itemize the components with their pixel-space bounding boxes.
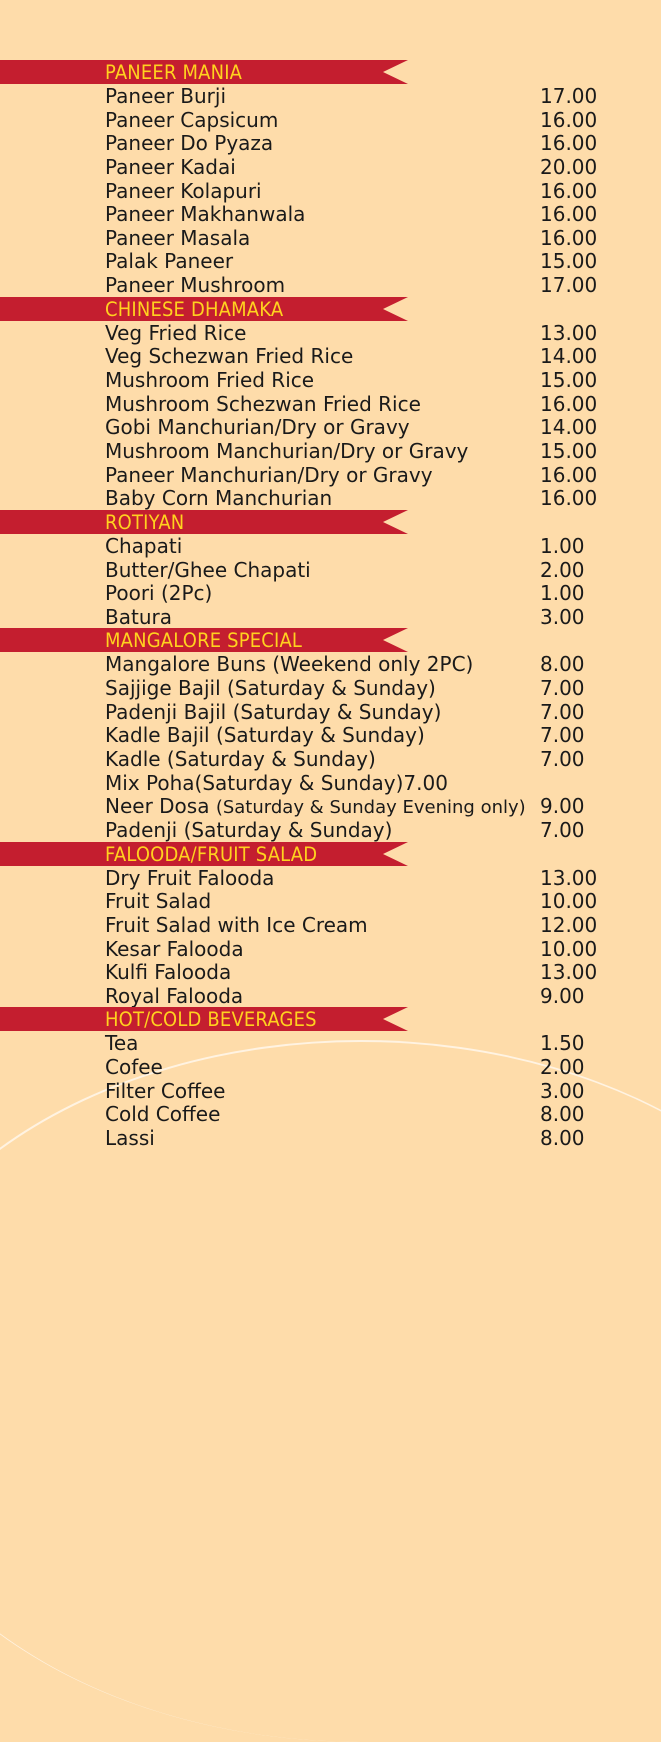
- item-price: 16.00: [540, 178, 598, 203]
- section-banner: [0, 842, 408, 866]
- item-name-text: Paneer Makhanwala: [105, 202, 306, 227]
- item-name: [105, 960, 231, 984]
- item-price: 7.00: [540, 747, 585, 772]
- item-name: [105, 179, 262, 203]
- item-name: [105, 273, 285, 297]
- section-title: MANGALORE SPECIAL: [105, 629, 303, 653]
- item-name: [105, 439, 468, 463]
- menu-item: [0, 368, 661, 392]
- item-price: 12.00: [540, 912, 598, 937]
- menu-item: [0, 179, 661, 203]
- menu-item: [0, 1031, 661, 1055]
- item-name-text: Cold Coffee: [105, 1102, 221, 1127]
- item-name-text: Mushroom Fried Rice: [105, 368, 315, 393]
- item-name-text: Sajjige Bajil (Saturday & Sunday): [105, 676, 436, 701]
- menu-item: [0, 1079, 661, 1103]
- item-name-text: Kadle (Saturday & Sunday): [105, 747, 376, 772]
- section-title: ROTIYAN: [105, 510, 185, 534]
- item-price: 1.50: [540, 1031, 585, 1056]
- item-price: 8.00: [540, 652, 585, 677]
- item-name: [105, 463, 433, 487]
- menu-item: [0, 1126, 661, 1150]
- menu-item: [0, 392, 661, 416]
- item-price: 16.00: [540, 107, 598, 132]
- item-name: [105, 984, 243, 1008]
- menu-item: [0, 794, 661, 818]
- item-name: [105, 486, 332, 510]
- item-name-text: Paneer Capsicum: [105, 107, 279, 132]
- menu-item: [0, 818, 661, 842]
- item-name: [105, 84, 226, 108]
- item-name-text: Palak Paneer: [105, 249, 234, 274]
- item-name-text: Tea: [105, 1031, 139, 1056]
- item-name: [105, 344, 353, 368]
- item-name-text: Poori (2Pc): [105, 581, 213, 606]
- item-note: (Saturday & Sunday Evening only): [215, 797, 526, 819]
- item-price: 15.00: [540, 249, 598, 274]
- item-price: 3.00: [540, 604, 585, 629]
- item-name-text: Filter Coffee: [105, 1078, 226, 1103]
- item-price: 2.00: [540, 1055, 585, 1080]
- item-name: [105, 1055, 163, 1079]
- menu-item: [0, 486, 661, 510]
- menu-item: [0, 202, 661, 226]
- menu-section-rotiyan: [0, 510, 661, 629]
- menu-item: [0, 771, 661, 795]
- item-price: 16.00: [540, 462, 598, 487]
- item-name-text: Fruit Salad with Ice Cream: [105, 912, 368, 937]
- item-name: [105, 415, 410, 439]
- item-name: [105, 249, 233, 273]
- item-name-text: Baby Corn Manchurian: [105, 486, 333, 511]
- item-name: [105, 771, 448, 795]
- item-name: [105, 202, 305, 226]
- item-price: 7.00: [540, 676, 585, 701]
- item-name: [105, 1031, 138, 1055]
- menu-section-falooda-fruit-salad: [0, 842, 661, 1008]
- item-name: [105, 534, 182, 558]
- item-name: [105, 368, 314, 392]
- item-price: 13.00: [540, 960, 598, 985]
- menu-item: [0, 605, 661, 629]
- item-name-text: Kadle Bajil (Saturday & Sunday): [105, 723, 425, 748]
- item-name: [105, 321, 246, 345]
- item-name-text: Kesar Falooda: [105, 936, 244, 961]
- item-price: 14.00: [540, 415, 598, 440]
- item-name: [105, 794, 526, 820]
- menu-item: [0, 273, 661, 297]
- section-title: HOT/COLD BEVERAGES: [105, 1008, 317, 1032]
- menu-item: [0, 700, 661, 724]
- item-price: 7.00: [540, 723, 585, 748]
- menu-item: [0, 1102, 661, 1126]
- menu-item: [0, 1055, 661, 1079]
- section-banner: [0, 1007, 408, 1031]
- item-price: 15.00: [540, 368, 598, 393]
- menu-item: [0, 747, 661, 771]
- banner-ribbon: [0, 510, 408, 534]
- item-name: [105, 108, 278, 132]
- menu-item: [0, 344, 661, 368]
- item-name: [105, 676, 436, 700]
- menu-item: [0, 581, 661, 605]
- menu-item: [0, 984, 661, 1008]
- section-banner: [0, 628, 408, 652]
- item-price: 9.00: [540, 794, 585, 819]
- item-name-text: Mix Poha(Saturday & Sunday)7.00: [105, 770, 448, 795]
- item-name: [105, 1126, 155, 1150]
- item-name: [105, 866, 274, 890]
- item-name-text: Veg Schezwan Fried Rice: [105, 344, 354, 369]
- menu-item: [0, 249, 661, 273]
- item-name-text: Neer Dosa: [105, 794, 210, 819]
- item-name-text: Batura: [105, 604, 172, 629]
- item-name-text: Paneer Burji: [105, 84, 227, 108]
- item-price: 8.00: [540, 1125, 585, 1150]
- item-price: 15.00: [540, 438, 598, 463]
- item-name-text: Paneer Do Pyaza: [105, 131, 274, 156]
- menu-list: [0, 60, 661, 1150]
- menu-item: [0, 889, 661, 913]
- item-name-text: Butter/Ghee Chapati: [105, 557, 311, 582]
- menu-section-chinese-dhamaka: [0, 297, 661, 510]
- item-price: 16.00: [540, 225, 598, 250]
- section-title: PANEER MANIA: [105, 61, 243, 84]
- item-name-text: Padenji (Saturday & Sunday): [105, 817, 393, 842]
- menu-section-hot-cold-beverages: [0, 1007, 661, 1149]
- menu-item: [0, 439, 661, 463]
- item-price: 2.00: [540, 557, 585, 582]
- item-price: 13.00: [540, 320, 598, 345]
- menu-item: [0, 108, 661, 132]
- item-price: 7.00: [540, 817, 585, 842]
- item-name-text: Royal Falooda: [105, 983, 244, 1008]
- section-banner: [0, 60, 408, 84]
- item-name-text: Chapati: [105, 533, 183, 558]
- menu-item: [0, 652, 661, 676]
- item-price: 3.00: [540, 1078, 585, 1103]
- item-name-text: Paneer Manchurian/Dry or Gravy: [105, 462, 433, 487]
- menu-item: [0, 463, 661, 487]
- menu-item: [0, 131, 661, 155]
- item-price: 10.00: [540, 889, 598, 914]
- menu-item: [0, 226, 661, 250]
- item-name-text: Mangalore Buns (Weekend only 2PC): [105, 652, 474, 677]
- item-name-text: Paneer Mushroom: [105, 273, 286, 298]
- menu-item: [0, 960, 661, 984]
- item-price: 16.00: [540, 131, 598, 156]
- item-name-text: Veg Fried Rice: [105, 320, 247, 345]
- item-name-text: Paneer Kolapuri: [105, 178, 262, 203]
- item-name: [105, 937, 244, 961]
- item-name-text: Paneer Kadai: [105, 154, 236, 179]
- item-name: [105, 226, 250, 250]
- item-price: 17.00: [540, 273, 598, 298]
- item-price: 9.00: [540, 983, 585, 1008]
- item-name-text: Fruit Salad: [105, 889, 212, 914]
- item-name: [105, 818, 392, 842]
- item-price: 8.00: [540, 1102, 585, 1127]
- item-price: 10.00: [540, 936, 598, 961]
- item-name: [105, 747, 376, 771]
- section-title: CHINESE DHAMAKA: [105, 297, 284, 321]
- item-name: [105, 605, 172, 629]
- item-name: [105, 913, 368, 937]
- menu-section-mangalore-special: [0, 628, 661, 841]
- item-name: [105, 723, 425, 747]
- item-name: [105, 155, 236, 179]
- item-price: 7.00: [540, 699, 585, 724]
- menu-item: [0, 155, 661, 179]
- item-name-text: Mushroom Schezwan Fried Rice: [105, 391, 421, 416]
- item-name: [105, 581, 212, 605]
- item-name-text: Dry Fruit Falooda: [105, 865, 275, 890]
- item-name: [105, 652, 473, 676]
- menu-item: [0, 866, 661, 890]
- menu-section-paneer-mania: [0, 60, 661, 297]
- item-price: 20.00: [540, 154, 598, 179]
- section-banner: [0, 510, 408, 534]
- menu-item: [0, 723, 661, 747]
- section-banner: [0, 297, 408, 321]
- item-price: 16.00: [540, 202, 598, 227]
- item-price: 16.00: [540, 391, 598, 416]
- item-price: 1.00: [540, 533, 585, 558]
- menu-item: [0, 415, 661, 439]
- menu-item: [0, 913, 661, 937]
- item-name-text: Lassi: [105, 1125, 155, 1150]
- item-name: [105, 889, 211, 913]
- item-name-text: Gobi Manchurian/Dry or Gravy: [105, 415, 410, 440]
- item-name-text: Cofee: [105, 1055, 163, 1080]
- menu-item: [0, 937, 661, 961]
- menu-item: [0, 534, 661, 558]
- menu-item: [0, 676, 661, 700]
- item-name: [105, 392, 421, 416]
- menu-item: [0, 558, 661, 582]
- item-name-text: Paneer Masala: [105, 225, 251, 250]
- item-name: [105, 700, 441, 724]
- item-name: [105, 558, 311, 582]
- item-price: 1.00: [540, 581, 585, 606]
- item-name-text: Kulfi Falooda: [105, 960, 232, 985]
- item-name: [105, 1102, 220, 1126]
- item-price: 16.00: [540, 486, 598, 511]
- item-price: 13.00: [540, 865, 598, 890]
- item-name-text: Mushroom Manchurian/Dry or Gravy: [105, 438, 469, 463]
- item-name: [105, 1079, 225, 1103]
- item-name-text: Padenji Bajil (Saturday & Sunday): [105, 699, 442, 724]
- item-name: [105, 131, 273, 155]
- item-price: 17.00: [540, 84, 598, 108]
- menu-item: [0, 84, 661, 108]
- item-price: 14.00: [540, 344, 598, 369]
- menu-item: [0, 321, 661, 345]
- section-title: FALOODA/FRUIT SALAD: [105, 842, 318, 866]
